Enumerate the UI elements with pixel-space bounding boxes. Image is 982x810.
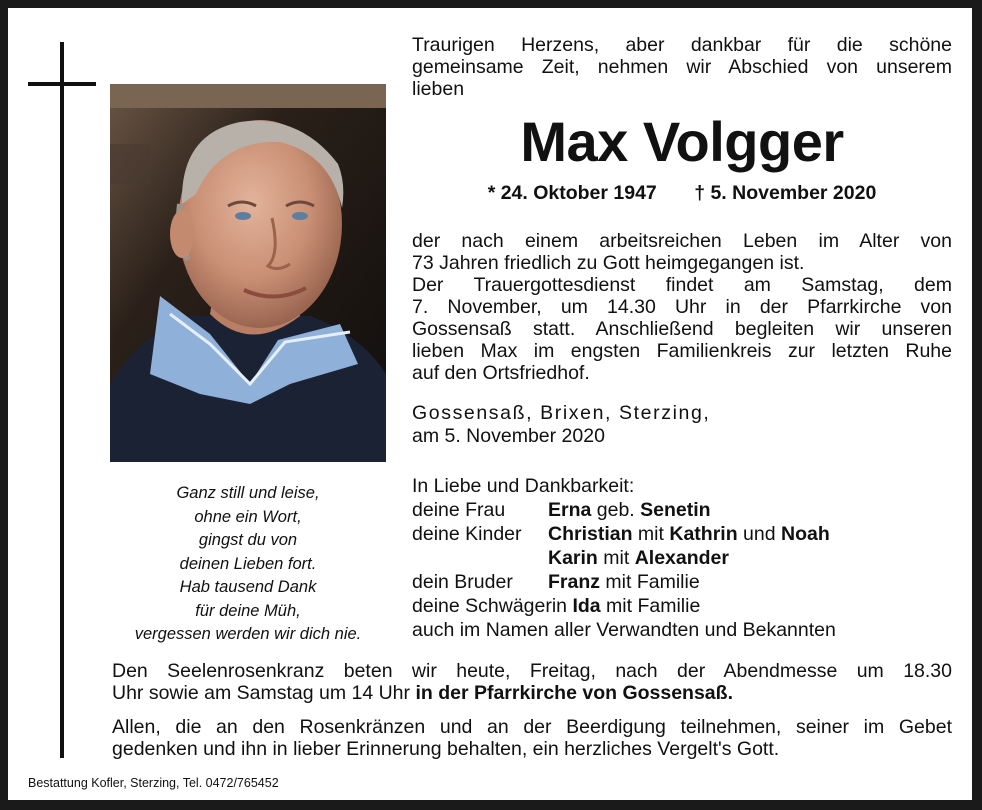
spouse-name: Alexander [634,547,729,569]
connector-text: mit [597,547,635,569]
poem-line: vergessen werden wir dich nie. [134,625,362,643]
rosary-location: in der Pfarrkirche von Gossensaß. [415,682,733,704]
family-row-children-2 [412,546,972,570]
portrait-illustration [110,84,386,462]
connector-text: und [737,523,781,545]
sister-in-law-name: Ida [572,595,601,617]
farewell-poem [108,482,388,647]
announcement-text [412,230,952,384]
death-date: † 5. November 2020 [694,182,877,204]
poem-line: gingst du von [198,531,298,549]
poem-line: Ganz still und leise, [176,484,320,502]
announcement-line: 7. November, um 14.30 Uhr in der Pfarrkirche von [412,296,952,318]
cross-symbol-horizontal [28,82,96,86]
poem-line: ohne ein Wort, [194,507,302,526]
grandchild-name: Noah [780,523,830,545]
brother-suffix: mit Familie [600,571,700,593]
intro-line: lieben [412,78,465,100]
family-heading: In Liebe und Dankbarkeit: [412,475,635,497]
portrait-photo [110,84,386,462]
obituary-card [8,8,972,800]
sister-in-law-suffix: mit Familie [600,595,701,617]
announcement-line: der nach einem arbeitsreichen Leben im Alter von [412,230,952,252]
rosary-line: Den Seelenrosenkranz beten wir heute, Freitag, nach der Abendmesse um 18.30 [112,660,952,682]
place-and-date [412,402,952,448]
poem-line: deinen Lieben fort. [179,554,317,573]
wife-label: deine Frau [412,499,506,521]
intro-text [412,34,952,100]
intro-line: gemeinsame Zeit, nehmen wir Abschied von unserem [412,56,952,78]
announcement-line: auf den Ortsfriedhof. [412,362,590,384]
poem-line: Hab tausend Dank [179,578,317,596]
brother-label: dein Bruder [412,571,513,593]
child-name: Christian [548,523,633,545]
family-row-brother [412,570,972,594]
rosary-line-2 [112,682,952,704]
brother-name: Franz [548,571,601,593]
wife-nee: geb. [591,499,641,521]
places: Gossensaß, Brixen, Sterzing, [412,402,711,424]
sister-in-law-label: deine Schwägerin [412,595,573,617]
announcement-line: Gossensaß statt. Anschließend begleiten wir unseren [412,318,952,340]
wife-maiden-name: Senetin [640,499,711,521]
thanks-text [112,716,952,760]
wife-name: Erna [548,499,592,521]
notice-date: am 5. November 2020 [412,425,605,447]
rosary-text [112,660,952,704]
cross-symbol-vertical [60,42,64,758]
rosary-plain: Uhr sowie am Samstag um 14 Uhr [112,682,416,704]
family-row-relatives: auch im Namen aller Verwandten und Bekannten [412,619,836,641]
children-label: deine Kinder [412,523,522,545]
child-name: Karin [548,547,598,569]
spouse-name: Kathrin [669,523,738,545]
family-row-sister-in-law [412,594,972,618]
intro-line: Traurigen Herzens, aber dankbar für die schöne [412,34,952,56]
thanks-line: gedenken und ihn in lieber Erinnerung behalten, ein herzliches Vergelt's Gott. [112,738,780,760]
family-row-wife [412,498,972,522]
announcement-line: 73 Jahren friedlich zu Gott heimgegangen ist. [412,252,805,274]
poem-line: für deine Müh, [195,601,301,620]
life-dates [412,182,952,205]
thanks-line: Allen, die an den Rosenkränzen und an der Beerdigung teilnehmen, seiner im Gebet [112,716,952,738]
announcement-line: Der Trauergottesdienst findet am Samstag, dem [412,274,952,296]
family-row-children [412,522,972,546]
family-list [412,474,972,642]
undertaker-info: Bestattung Kofler, Sterzing, Tel. 0472/765452 [28,776,279,790]
announcement-line: lieben Max im engsten Familienkreis zur letzten Ruhe [412,340,952,362]
deceased-name: Max Volgger [520,110,844,173]
connector-text: mit [632,523,670,545]
birth-date: * 24. Oktober 1947 [487,182,657,204]
